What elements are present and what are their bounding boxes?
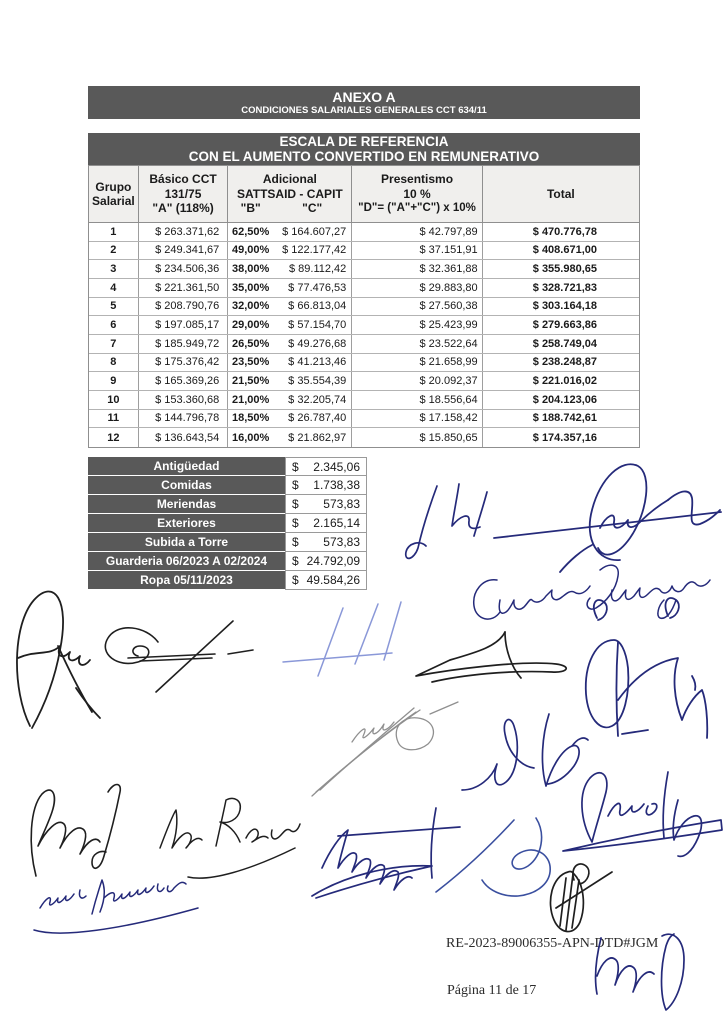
cell-adicional-b-percent: 23,50% bbox=[231, 356, 270, 369]
cell-adicional bbox=[228, 279, 352, 297]
cell-grupo: 10 bbox=[89, 391, 139, 409]
salary-table-row bbox=[89, 354, 639, 373]
cell-basico: $ 221.361,50 bbox=[139, 279, 229, 297]
extras-value bbox=[285, 514, 367, 533]
signature-loops-navy bbox=[312, 808, 460, 898]
cell-basico: $ 136.643,54 bbox=[139, 428, 229, 447]
cell-grupo: 2 bbox=[89, 242, 139, 260]
salary-table-row bbox=[89, 410, 639, 429]
extras-amount: 1.738,38 bbox=[313, 478, 360, 492]
cell-adicional-c-amount: $ 41.213,46 bbox=[288, 356, 347, 369]
cell-basico: $ 197.085,17 bbox=[139, 316, 229, 334]
extras-label: Antigüedad bbox=[88, 457, 285, 476]
salary-table-row bbox=[89, 335, 639, 354]
signature-spiral-black bbox=[105, 621, 253, 692]
document-reference-code: RE-2023-89006355-APN-DTD#JGM bbox=[446, 936, 659, 951]
page-number: Página 11 de 17 bbox=[447, 983, 537, 998]
signature-wavy-navy bbox=[34, 880, 198, 933]
signature-underlined-navy bbox=[563, 772, 722, 856]
extras-label: Exteriores bbox=[88, 514, 285, 533]
signature-oval-navy bbox=[586, 598, 707, 738]
cell-adicional-b-percent: 32,00% bbox=[231, 300, 270, 313]
cell-presentismo: $ 27.560,38 bbox=[352, 298, 482, 316]
extras-value bbox=[285, 495, 367, 514]
header-basico-line1: Básico CCT bbox=[149, 172, 217, 187]
header-adicional-line1: Adicional bbox=[262, 172, 317, 187]
cell-grupo: 4 bbox=[89, 279, 139, 297]
signature-triangle-black bbox=[416, 632, 566, 682]
cell-adicional-c-amount: $ 26.787,40 bbox=[288, 412, 347, 425]
salary-table-row bbox=[89, 223, 639, 242]
cell-total: $ 303.164,18 bbox=[532, 300, 597, 313]
cell-adicional-c-amount: $ 122.177,42 bbox=[282, 244, 347, 257]
extras-table-row bbox=[88, 514, 367, 533]
signature-script-navy bbox=[462, 714, 588, 790]
cell-adicional-c-amount: $ 57.154,70 bbox=[288, 319, 347, 332]
cell-adicional-b-percent: 21,50% bbox=[231, 375, 270, 388]
escala-line2: CON EL AUMENTO CONVERTIDO EN REMUNERATIVO bbox=[188, 149, 540, 164]
cell-basico: $ 263.371,62 bbox=[139, 223, 229, 241]
cell-grupo: 3 bbox=[89, 260, 139, 278]
cell-total: $ 204.123,06 bbox=[532, 393, 597, 406]
salary-table-row bbox=[89, 279, 639, 298]
extras-amount: 573,83 bbox=[323, 535, 360, 549]
signature-strokes-lightblue bbox=[283, 602, 401, 676]
extras-label: Subida a Torre bbox=[88, 533, 285, 552]
cell-basico: $ 165.369,26 bbox=[139, 372, 229, 390]
signature-cursive-black bbox=[160, 798, 300, 878]
cell-basico: $ 144.796,78 bbox=[139, 410, 229, 428]
signature-oval-strokes-black bbox=[550, 864, 612, 932]
currency-symbol: $ bbox=[292, 554, 299, 568]
anexo-subtitle: CONDICIONES SALARIALES GENERALES CCT 634/11 bbox=[241, 104, 487, 116]
extras-label: Guarderia 06/2023 A 02/2024 bbox=[88, 552, 285, 571]
cell-adicional-b-percent: 26,50% bbox=[231, 337, 270, 350]
cell-presentismo: $ 32.361,88 bbox=[352, 260, 482, 278]
cell-presentismo: $ 29.883,80 bbox=[352, 279, 482, 297]
cell-total: $ 258.749,04 bbox=[532, 337, 597, 350]
cell-presentismo: $ 37.151,91 bbox=[352, 242, 482, 260]
cell-total: $ 355.980,65 bbox=[532, 263, 597, 276]
cell-adicional bbox=[228, 354, 352, 372]
header-presentismo bbox=[352, 166, 482, 222]
header-adicional bbox=[228, 166, 352, 222]
cell-presentismo: $ 21.658,99 bbox=[352, 354, 482, 372]
extras-amount: 573,83 bbox=[323, 497, 360, 511]
salary-table-row bbox=[89, 372, 639, 391]
extras-label: Ropa 05/11/2023 bbox=[88, 571, 285, 590]
signature-flourish-navy bbox=[494, 464, 721, 572]
extras-amount: 24.792,09 bbox=[306, 554, 360, 568]
cell-presentismo: $ 17.158,42 bbox=[352, 410, 482, 428]
cell-grupo: 7 bbox=[89, 335, 139, 353]
currency-symbol: $ bbox=[292, 516, 299, 530]
signature-mf-black bbox=[31, 785, 120, 877]
signature-name-gustavo bbox=[474, 565, 710, 619]
extras-amount: 2.345,06 bbox=[313, 459, 360, 474]
currency-symbol: $ bbox=[292, 535, 299, 549]
anexo-title: ANEXO A bbox=[332, 88, 396, 105]
salary-table-row bbox=[89, 391, 639, 410]
cell-adicional-b-percent: 21,00% bbox=[231, 393, 270, 406]
extras-amount: 49.584,26 bbox=[306, 573, 360, 587]
escala-banner bbox=[88, 133, 640, 165]
extras-label: Comidas bbox=[88, 476, 285, 495]
cell-adicional bbox=[228, 242, 352, 260]
cell-adicional-b-percent: 62,50% bbox=[231, 225, 270, 238]
salary-table-row bbox=[89, 298, 639, 317]
cell-total: $ 470.776,78 bbox=[532, 225, 597, 238]
signature-pencil-gray bbox=[312, 702, 458, 796]
cell-adicional-c-amount: $ 89.112,42 bbox=[289, 263, 347, 276]
header-adicional-line2: SATTSAID - CAPIT bbox=[236, 186, 343, 201]
salary-table-row bbox=[89, 316, 639, 335]
header-presentismo-line2: 10 % bbox=[403, 186, 431, 201]
salary-table-row bbox=[89, 260, 639, 279]
cell-adicional bbox=[228, 316, 352, 334]
cell-presentismo: $ 42.797,89 bbox=[352, 223, 482, 241]
header-sub-c: "C" bbox=[302, 201, 323, 216]
cell-total: $ 279.663,86 bbox=[532, 319, 597, 332]
cell-adicional-b-percent: 18,50% bbox=[231, 412, 270, 425]
extras-value bbox=[285, 552, 367, 571]
cell-presentismo: $ 25.423,99 bbox=[352, 316, 482, 334]
signature-scurve-blue bbox=[436, 818, 550, 896]
extras-table-row bbox=[88, 457, 367, 476]
cell-grupo: 9 bbox=[89, 372, 139, 390]
cell-presentismo: $ 18.556,64 bbox=[352, 391, 482, 409]
cell-grupo: 1 bbox=[89, 223, 139, 241]
header-grupo-salarial bbox=[89, 166, 139, 222]
currency-symbol: $ bbox=[292, 459, 299, 474]
header-basico-cct bbox=[139, 166, 229, 222]
cell-adicional bbox=[228, 223, 352, 241]
cell-basico: $ 208.790,76 bbox=[139, 298, 229, 316]
header-basico-line2: 131/75 bbox=[164, 186, 202, 201]
extras-table bbox=[88, 457, 367, 590]
cell-adicional bbox=[228, 335, 352, 353]
cell-presentismo: $ 23.522,64 bbox=[352, 335, 482, 353]
header-basico-line3: "A" (118%) bbox=[152, 201, 214, 216]
cell-adicional-c-amount: $ 21.862,97 bbox=[288, 431, 347, 444]
cell-basico: $ 249.341,67 bbox=[139, 242, 229, 260]
header-presentismo-line1: Presentismo bbox=[381, 172, 454, 187]
extras-table-row bbox=[88, 552, 367, 571]
cell-adicional bbox=[228, 298, 352, 316]
cell-adicional bbox=[228, 428, 352, 447]
cell-adicional-c-amount: $ 32.205,74 bbox=[288, 393, 347, 406]
header-sub-b: "B" bbox=[240, 201, 261, 216]
cell-adicional-c-amount: $ 49.276,68 bbox=[288, 337, 347, 350]
cell-total: $ 174.357,16 bbox=[532, 431, 597, 444]
extras-label: Meriendas bbox=[88, 495, 285, 514]
anexo-banner bbox=[88, 86, 640, 119]
cell-adicional bbox=[228, 372, 352, 390]
cell-presentismo: $ 20.092,37 bbox=[352, 372, 482, 390]
header-total bbox=[483, 166, 639, 222]
cell-adicional-b-percent: 49,00% bbox=[231, 244, 270, 257]
cell-grupo: 12 bbox=[89, 428, 139, 447]
cell-basico: $ 234.506,36 bbox=[139, 260, 229, 278]
currency-symbol: $ bbox=[292, 497, 299, 511]
header-presentismo-formula: "D"= ("A"+"C") x 10% bbox=[358, 202, 476, 215]
extras-value bbox=[285, 476, 367, 495]
cell-total: $ 221.016,02 bbox=[532, 375, 597, 388]
extras-amount: 2.165,14 bbox=[313, 516, 360, 530]
cell-adicional-b-percent: 16,00% bbox=[231, 431, 270, 444]
signature-left-loop-black bbox=[17, 591, 100, 728]
salary-table-row bbox=[89, 428, 639, 447]
cell-basico: $ 175.376,42 bbox=[139, 354, 229, 372]
cell-adicional bbox=[228, 410, 352, 428]
cell-grupo: 11 bbox=[89, 410, 139, 428]
cell-basico: $ 153.360,68 bbox=[139, 391, 229, 409]
extras-table-row bbox=[88, 476, 367, 495]
cell-adicional-b-percent: 35,00% bbox=[231, 281, 270, 294]
header-adicional-subcolumns bbox=[228, 201, 351, 216]
cell-adicional-c-amount: $ 164.607,27 bbox=[282, 225, 347, 238]
cell-total: $ 328.721,83 bbox=[532, 281, 597, 294]
signature-initials-navy bbox=[406, 484, 487, 558]
salary-table-header bbox=[89, 166, 639, 223]
cell-adicional bbox=[228, 260, 352, 278]
salary-table bbox=[88, 165, 640, 448]
currency-symbol: $ bbox=[292, 573, 299, 587]
cell-total: $ 188.742,61 bbox=[532, 412, 597, 425]
cell-adicional-b-percent: 38,00% bbox=[231, 263, 270, 276]
extras-value bbox=[285, 571, 367, 590]
cell-basico: $ 185.949,72 bbox=[139, 335, 229, 353]
cell-adicional-b-percent: 29,00% bbox=[231, 319, 270, 332]
escala-line1: ESCALA DE REFERENCIA bbox=[279, 133, 449, 149]
header-total-label: Total bbox=[546, 186, 575, 201]
extras-value bbox=[285, 457, 367, 476]
cell-grupo: 5 bbox=[89, 298, 139, 316]
cell-presentismo: $ 15.850,65 bbox=[352, 428, 482, 447]
cell-adicional-c-amount: $ 35.554,39 bbox=[288, 375, 347, 388]
cell-adicional-c-amount: $ 77.476,53 bbox=[288, 281, 347, 294]
extras-table-row bbox=[88, 571, 367, 590]
cell-total: $ 408.671,00 bbox=[532, 244, 597, 257]
currency-symbol: $ bbox=[292, 478, 299, 492]
extras-table-row bbox=[88, 533, 367, 552]
extras-table-row bbox=[88, 495, 367, 514]
salary-table-row bbox=[89, 242, 639, 261]
cell-grupo: 6 bbox=[89, 316, 139, 334]
header-grupo-line2: Salarial bbox=[92, 194, 135, 208]
header-grupo-line1: Grupo bbox=[95, 179, 132, 194]
cell-total: $ 238.248,87 bbox=[532, 356, 597, 369]
salary-table-body bbox=[89, 223, 639, 447]
cell-adicional bbox=[228, 391, 352, 409]
cell-adicional-c-amount: $ 66.813,04 bbox=[288, 300, 347, 313]
extras-value bbox=[285, 533, 367, 552]
cell-grupo: 8 bbox=[89, 354, 139, 372]
